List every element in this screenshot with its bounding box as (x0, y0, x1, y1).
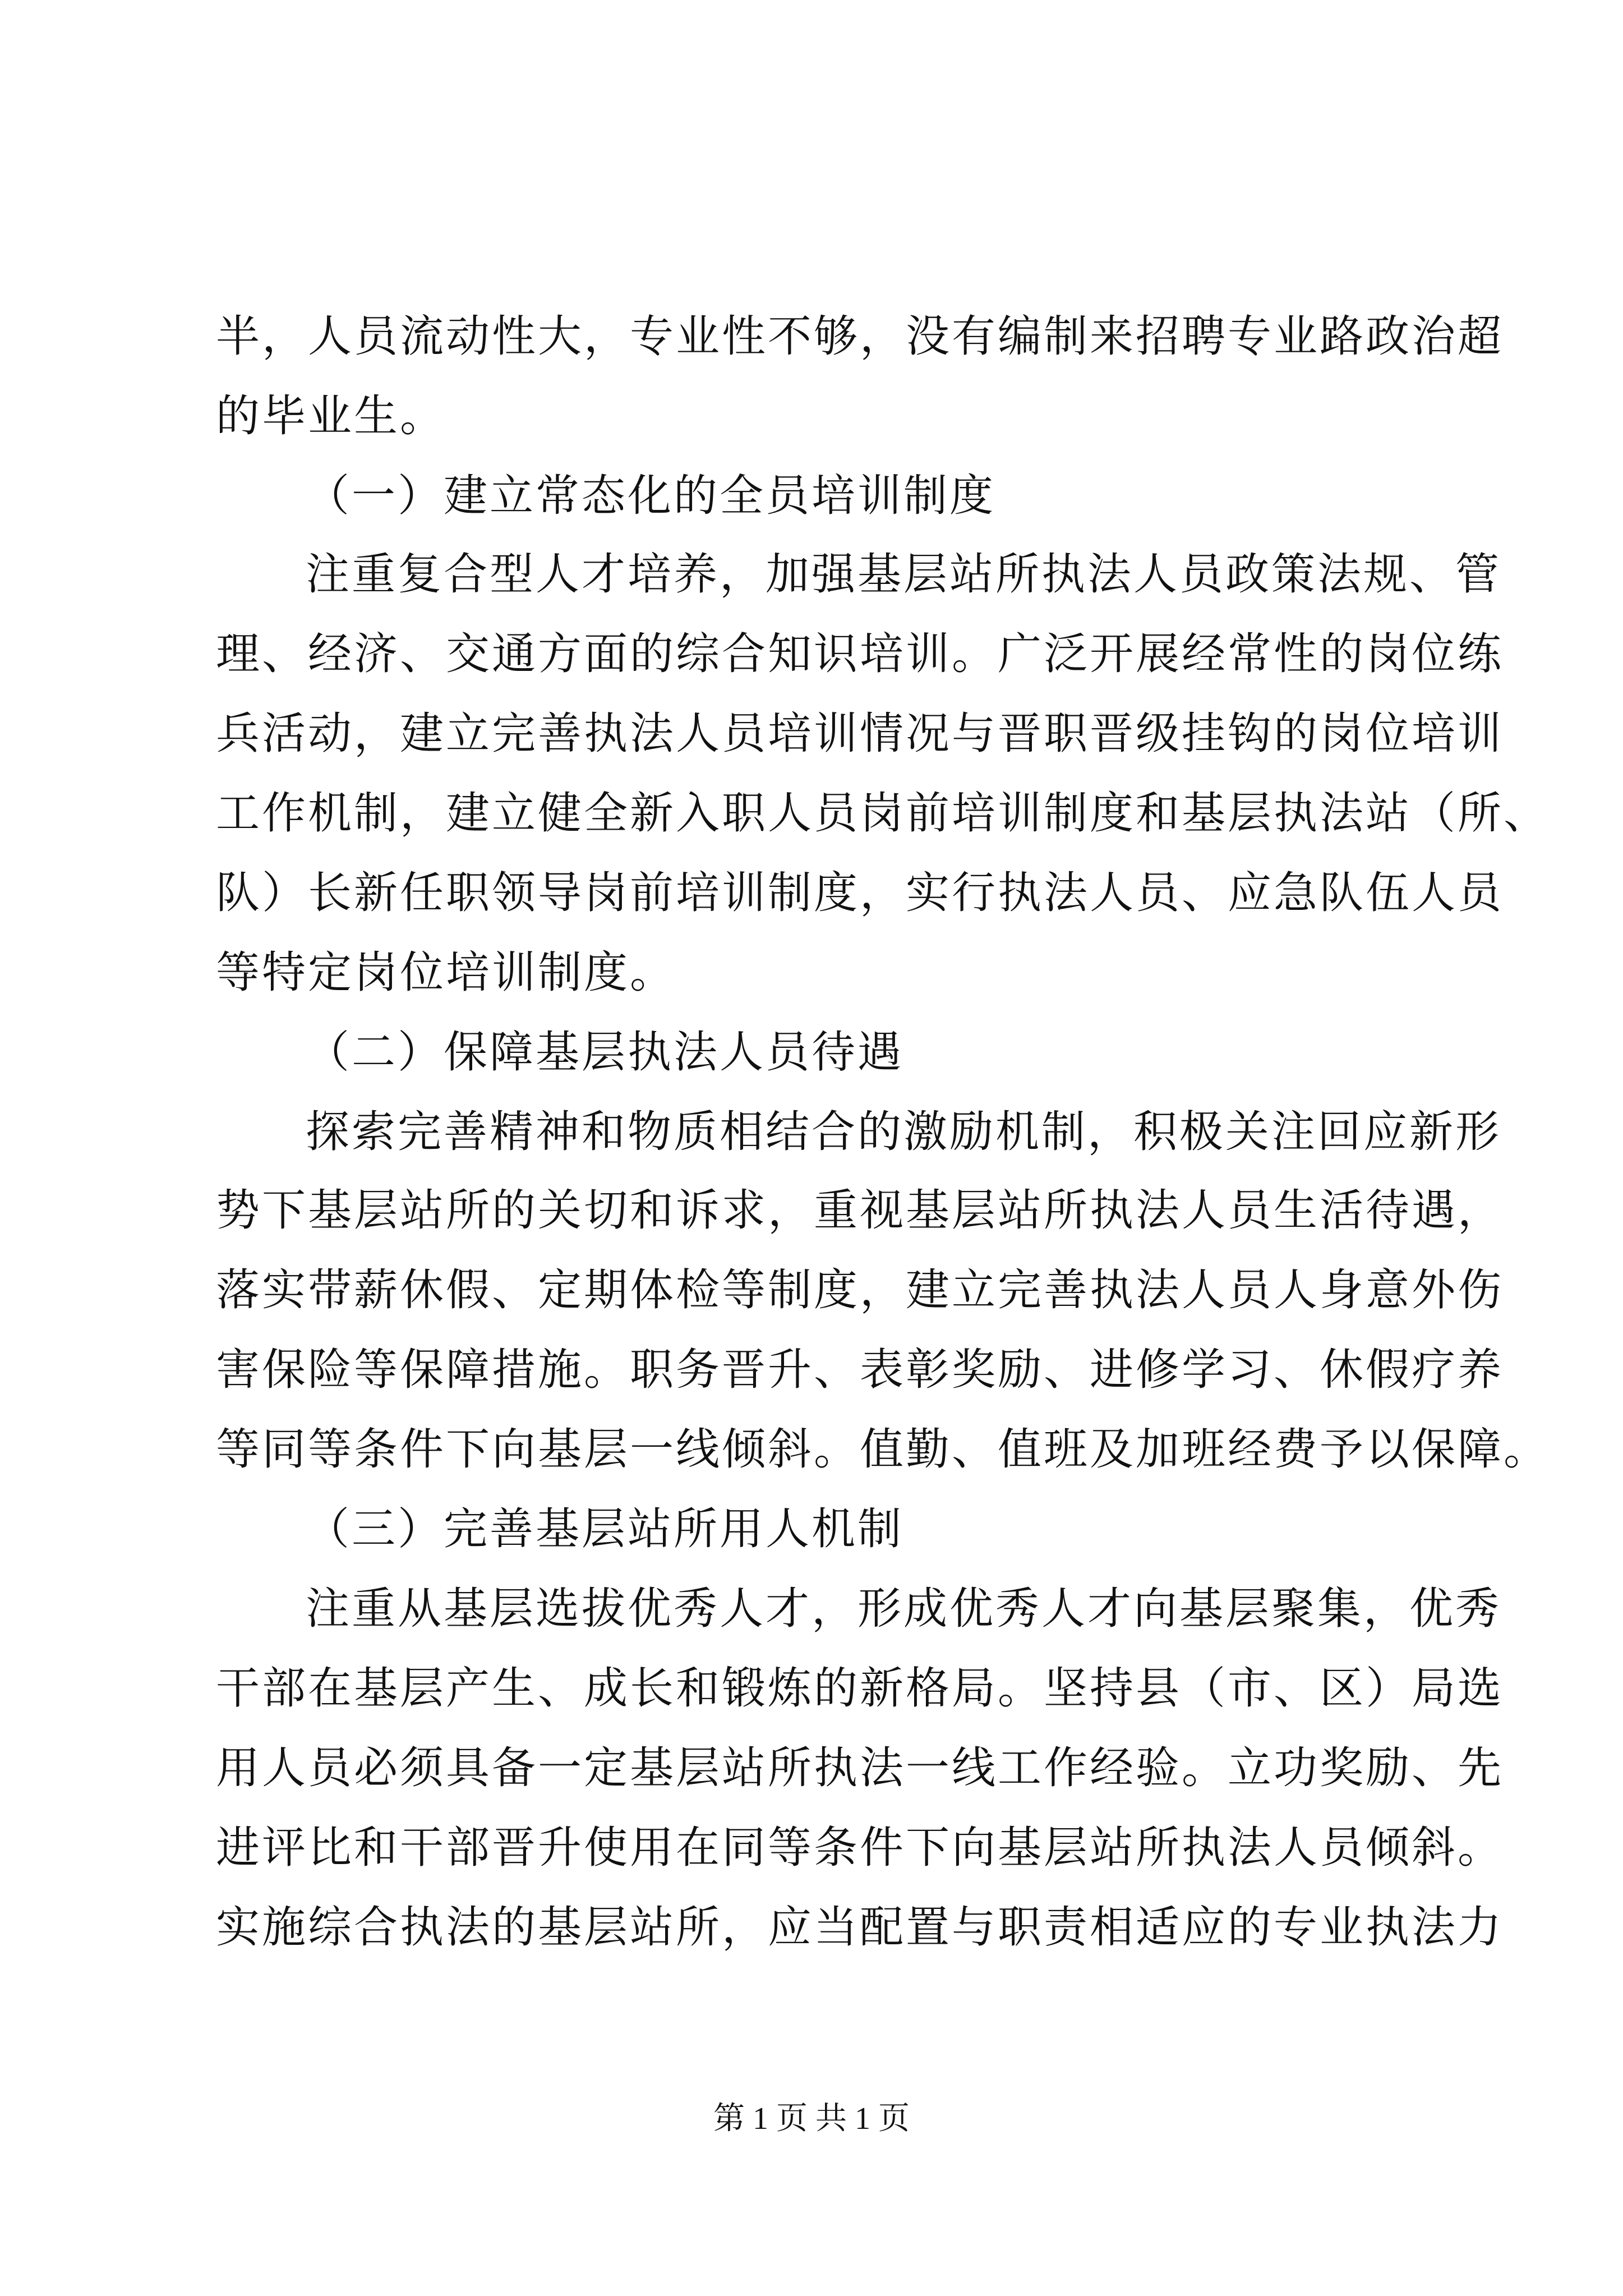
section-heading: （三）完善基层站所用人机制 (306, 1504, 904, 1554)
section-heading: （一）建立常态化的全员培训制度 (306, 471, 996, 521)
text-line: 注重从基层选拔优秀人才，形成优秀人才向基层聚集，优秀 (306, 1584, 1502, 1634)
text-line: 探索完善精神和物质相结合的激励机制，积极关注回应新形 (306, 1107, 1502, 1157)
text-line: 落实带薪休假、定期体检等制度，建立完善执法人员人身意外伤 (216, 1265, 1504, 1315)
text-line: 半，人员流动性大，专业性不够，没有编制来招聘专业路政治超 (216, 311, 1504, 362)
section-heading: （二）保障基层执法人员待遇 (306, 1027, 904, 1078)
page-number-footer: 第 1 页 共 1 页 (713, 2101, 910, 2136)
text-line: 等特定岗位培训制度。 (216, 947, 676, 998)
text-line: 害保险等保障措施。职务晋升、表彰奖励、进修学习、休假疗养 (216, 1345, 1504, 1395)
text-line: 的毕业生。 (216, 391, 446, 441)
text-line: 实施综合执法的基层站所，应当配置与职责相适应的专业执法力 (216, 1902, 1504, 1953)
text-line: 势下基层站所的关切和诉求，重视基层站所执法人员生活待遇， (216, 1185, 1504, 1236)
text-line: 等同等条件下向基层一线倾斜。值勤、值班及加班经费予以保障。 (216, 1424, 1550, 1475)
text-line: 队）长新任职领导岗前培训制度，实行执法人员、应急队伍人员 (216, 868, 1504, 918)
text-line: 干部在基层产生、成长和锻炼的新格局。坚持县（市、区）局选 (216, 1663, 1504, 1714)
text-line: 注重复合型人才培养，加强基层站所执法人员政策法规、管 (306, 549, 1502, 600)
text-line: 理、经济、交通方面的综合知识培训。广泛开展经常性的岗位练 (216, 629, 1504, 679)
text-line: 工作机制，建立健全新入职人员岗前培训制度和基层执法站（所、 (216, 788, 1550, 839)
text-line: 进评比和干部晋升使用在同等条件下向基层站所执法人员倾斜。 (216, 1823, 1504, 1873)
text-line: 用人员必须具备一定基层站所执法一线工作经验。立功奖励、先 (216, 1743, 1504, 1793)
text-line: 兵活动，建立完善执法人员培训情况与晋职晋级挂钩的岗位培训 (216, 708, 1504, 759)
